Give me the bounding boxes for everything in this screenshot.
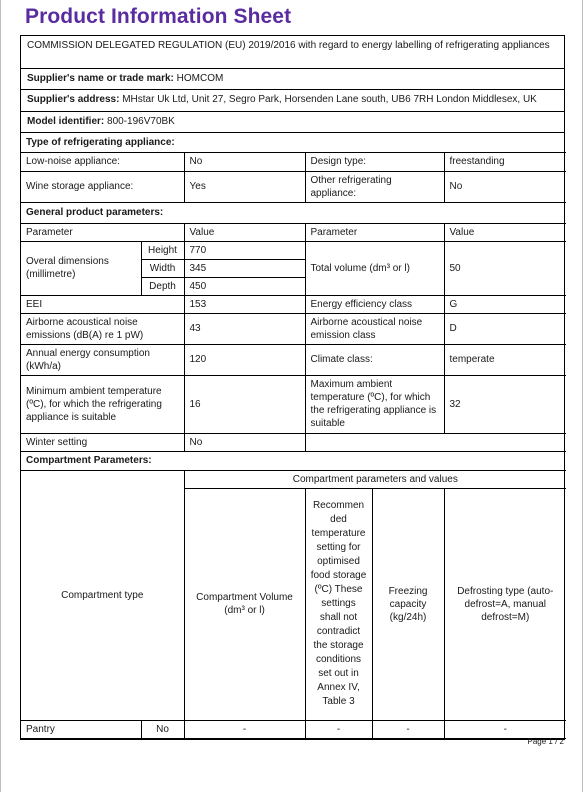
type-heading: Type of refrigerating appliance:: [21, 133, 566, 152]
param-header: Parameter: [21, 223, 184, 241]
eei-label: EEI: [21, 295, 184, 313]
winter-setting-value: No: [184, 433, 305, 451]
dimensions-table: [21, 242, 566, 471]
energy-class-value: G: [444, 295, 566, 313]
value-header: Value: [184, 223, 305, 241]
noise-class-label: Airborne acoustical noise emission class: [305, 313, 444, 344]
supplier-address-row: [21, 90, 564, 112]
defrosting-type-header: Defrosting type (auto-defrost=A, manual defrost=M): [444, 488, 566, 720]
supplier-name-label: Supplier's name or trade mark:: [27, 73, 174, 84]
min-temp-label: Minimum ambient temperature (ºC), for which the refrigerating appliance is suitable: [21, 375, 184, 433]
compartment-defrost: -: [444, 720, 566, 738]
height-label: Height: [141, 242, 184, 260]
recommended-temp-header: Recommended temperature setting for optimised food storage (ºC) These settings shall not contradict the storage conditions set out in Annex IV, Table 3: [305, 488, 372, 720]
freezing-capacity-header: Freezing capacity (kg/24h): [372, 488, 444, 720]
page-number: Page 1 / 2: [527, 737, 564, 746]
info-sheet: [20, 35, 565, 740]
other-refrigerating-value: No: [444, 171, 566, 202]
design-type-label: Design type:: [305, 152, 444, 171]
design-type-value: freestanding: [444, 152, 566, 171]
general-heading: General product parameters:: [21, 202, 566, 223]
model-row: [21, 112, 564, 133]
compartment-type-header: Compartment type: [21, 471, 184, 721]
total-volume-label: Total volume (dm³ or l): [305, 242, 444, 296]
depth-label: Depth: [141, 277, 184, 295]
width-label: Width: [141, 259, 184, 277]
winter-setting-label: Winter setting: [21, 433, 184, 451]
wine-storage-label: Wine storage appliance:: [21, 171, 184, 202]
compartment-temp: -: [305, 720, 372, 738]
regulation-row: [21, 36, 564, 69]
compartment-group-header: Compartment parameters and values: [184, 471, 566, 489]
model-identifier: 800-196V70BK: [107, 116, 175, 127]
wine-storage-value: Yes: [184, 171, 305, 202]
supplier-name: HOMCOM: [176, 73, 224, 84]
regulation-text: COMMISSION DELEGATED REGULATION (EU) 2019/2016 with regard to energy labelling of refrigerating appliances: [27, 40, 550, 51]
compartment-present: No: [141, 720, 184, 738]
supplier-address-label: Supplier's address:: [27, 94, 120, 105]
max-temp-value: 32: [444, 375, 566, 433]
low-noise-value: No: [184, 152, 305, 171]
width-value: 345: [184, 259, 305, 277]
compartment-name: Pantry: [21, 720, 141, 738]
height-value: 770: [184, 242, 305, 260]
empty-cell: [305, 433, 566, 451]
main-table: [21, 133, 566, 242]
depth-value: 450: [184, 277, 305, 295]
supplier-address: MHstar Uk Ltd, Unit 27, Segro Park, Horsenden Lane south, UB6 7RH London Middlesex, UK: [122, 94, 537, 105]
compartment-freezing: -: [372, 720, 444, 738]
eei-value: 153: [184, 295, 305, 313]
supplier-name-row: [21, 69, 564, 90]
other-refrigerating-label: Other refrigerating appliance:: [305, 171, 444, 202]
annual-energy-value: 120: [184, 344, 305, 375]
noise-class-value: D: [444, 313, 566, 344]
value-header-2: Value: [444, 223, 566, 241]
compartment-volume: -: [184, 720, 305, 738]
noise-label: Airborne acoustical noise emissions (dB(A) re 1 pW): [21, 313, 184, 344]
climate-class-value: temperate: [444, 344, 566, 375]
compartment-table: [21, 471, 566, 739]
page-title: Product Information Sheet: [25, 5, 292, 28]
min-temp-value: 16: [184, 375, 305, 433]
noise-value: 43: [184, 313, 305, 344]
climate-class-label: Climate class:: [305, 344, 444, 375]
table-row: [21, 720, 566, 738]
model-label: Model identifier:: [27, 116, 105, 127]
total-volume-value: 50: [444, 242, 566, 296]
param-header-2: Parameter: [305, 223, 444, 241]
compartment-volume-header: Compartment Volume (dm³ or l): [184, 488, 305, 720]
max-temp-label: Maximum ambient temperature (ºC), for which the refrigerating appliance is suitable: [305, 375, 444, 433]
dimensions-label: Overal dimensions (millimetre): [21, 242, 141, 296]
compartment-heading: Compartment Parameters:: [21, 451, 566, 470]
energy-class-label: Energy efficiency class: [305, 295, 444, 313]
low-noise-label: Low-noise appliance:: [21, 152, 184, 171]
annual-energy-label: Annual energy consumption (kWh/a): [21, 344, 184, 375]
